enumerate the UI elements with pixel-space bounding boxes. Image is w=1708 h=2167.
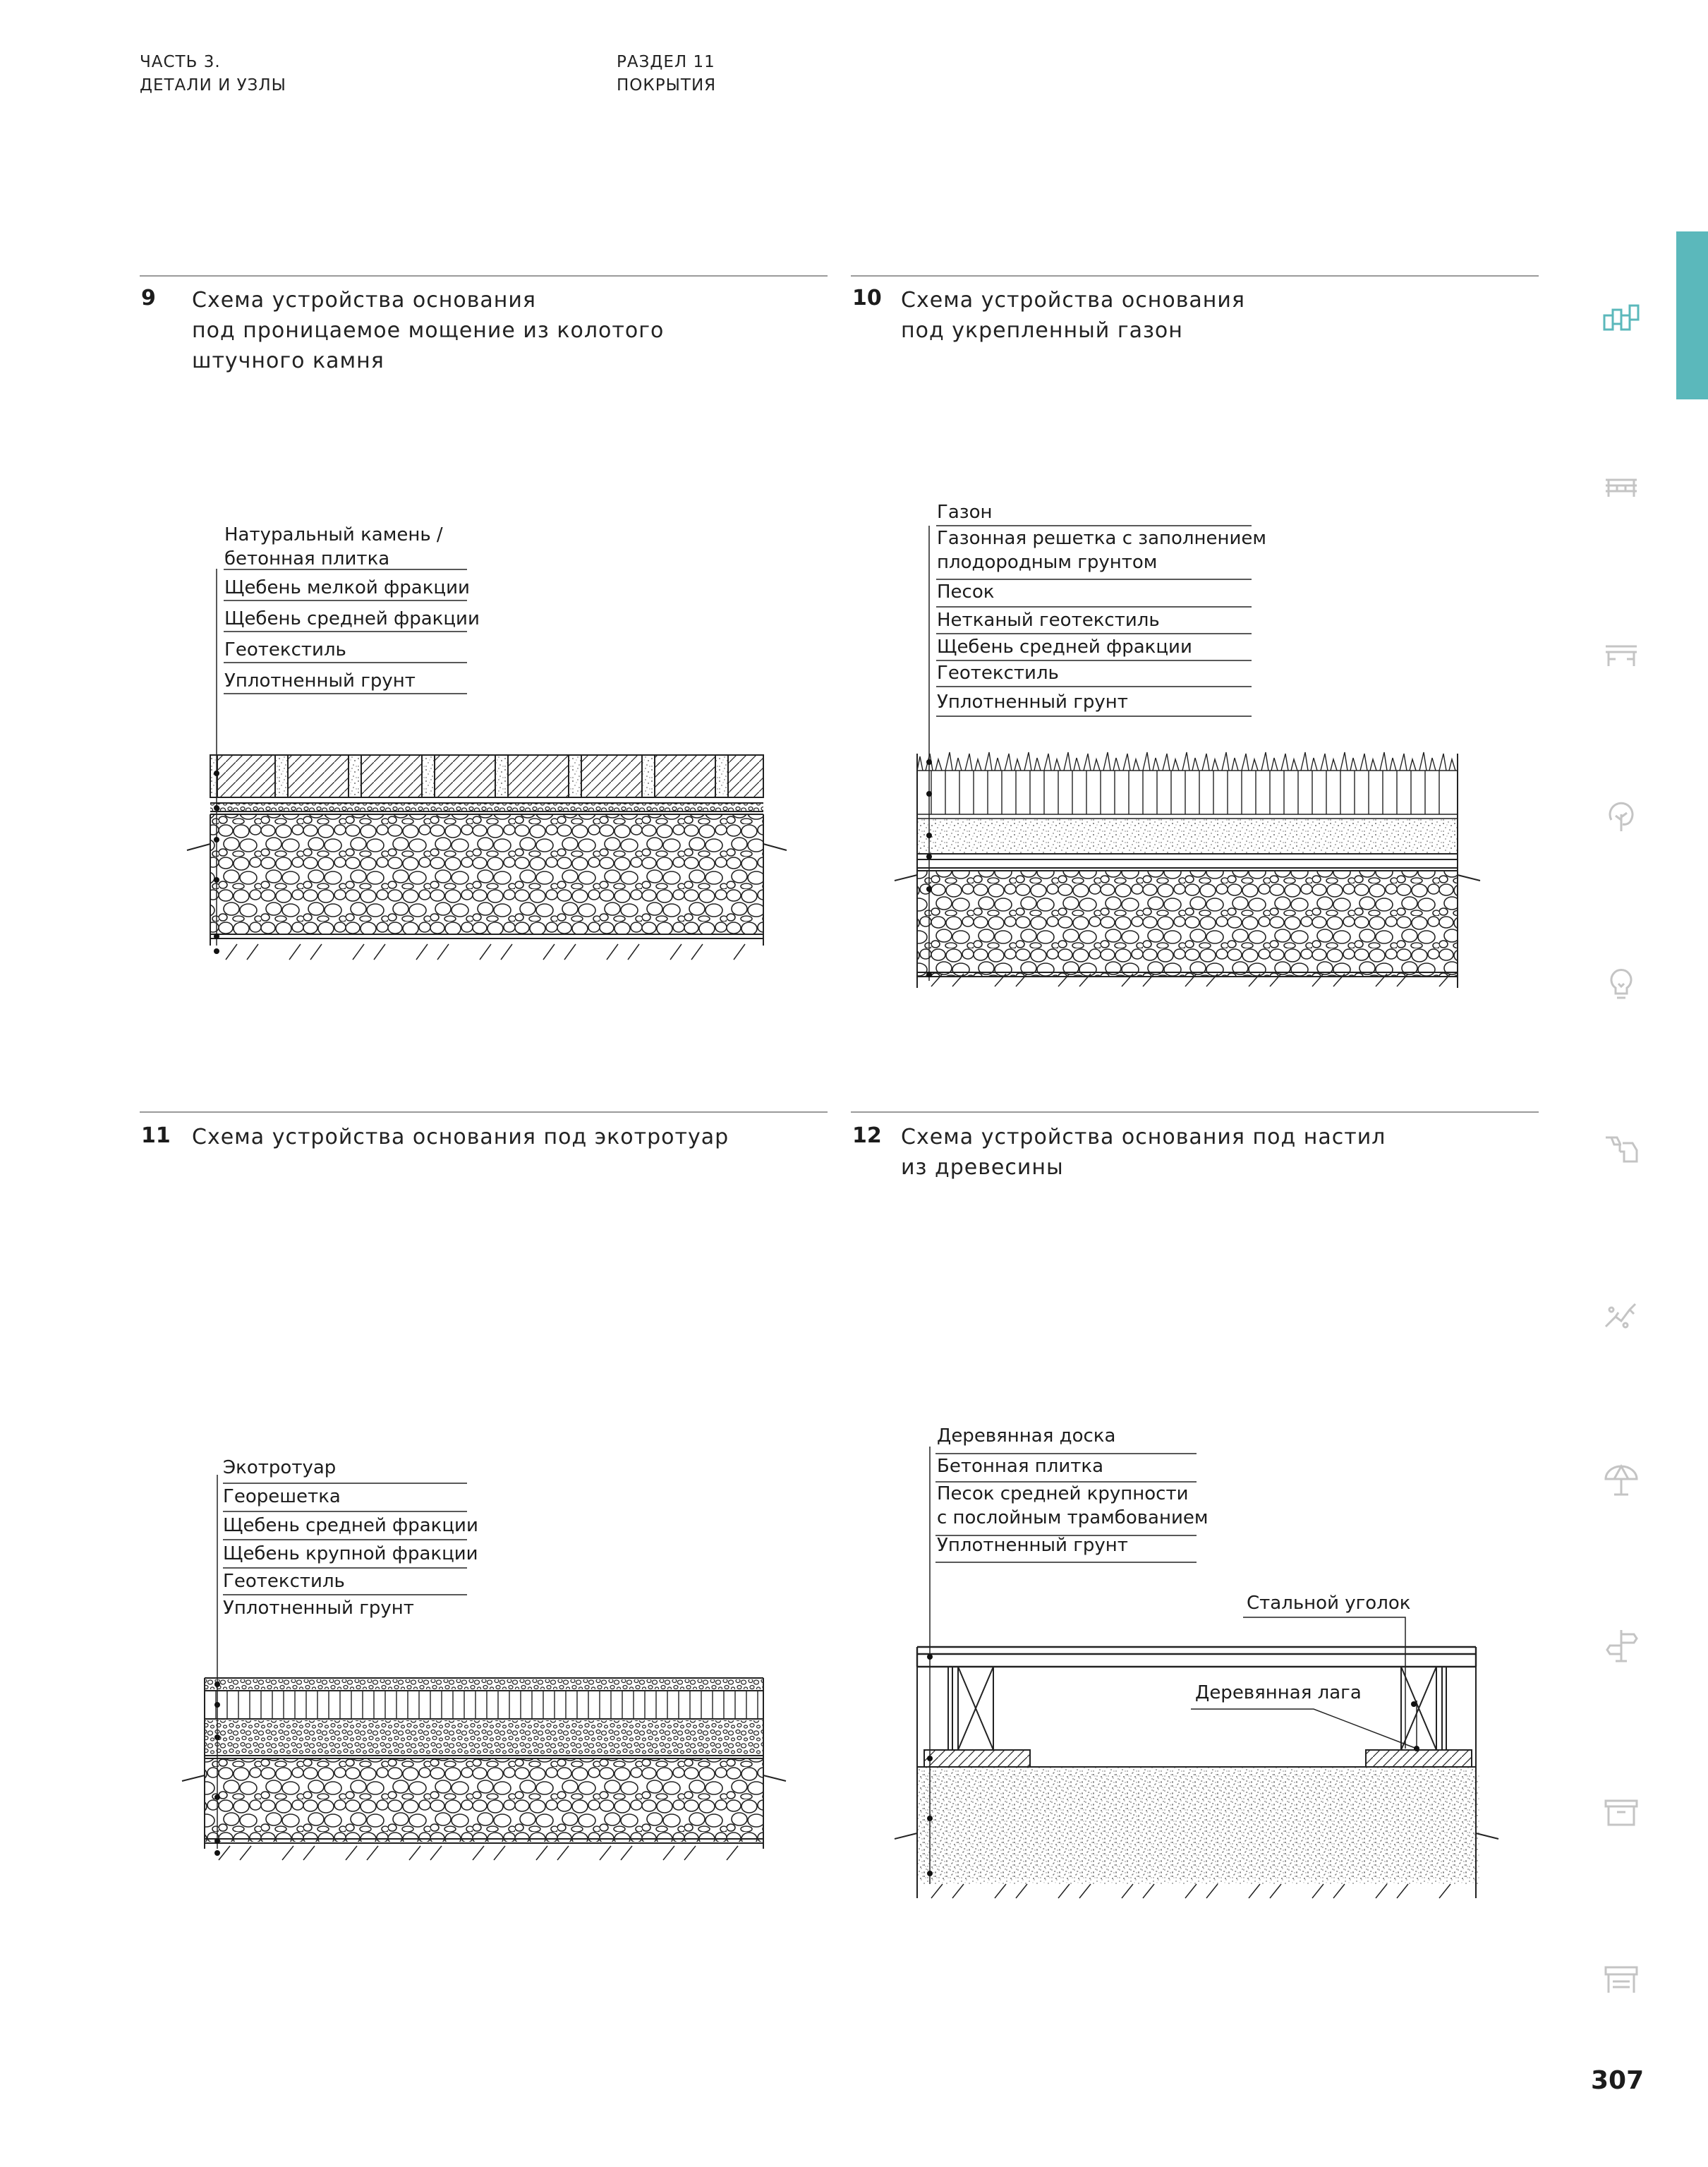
layer-label: Щебень мелкой фракции — [224, 577, 470, 598]
section-drawing-reinforced-lawn — [889, 494, 1503, 988]
section-number: РАЗДЕЛ 11 — [617, 53, 715, 71]
layer-label: Газонная решетка с заполнением — [937, 528, 1267, 549]
layer-label: Геотекстиль — [937, 663, 1059, 684]
figure-number: 10 — [852, 286, 882, 310]
figure-title: Схема устройства основания под укрепленный газон — [901, 288, 1245, 343]
shelter-icon[interactable] — [1601, 1957, 1641, 1997]
callout-label: Деревянная лага — [1195, 1682, 1362, 1703]
figure-number: 9 — [141, 286, 156, 310]
layer-label: Газон — [937, 502, 993, 523]
layer-label: Уплотненный грунт — [937, 1535, 1128, 1556]
table-icon[interactable] — [1601, 634, 1641, 673]
section-drawing-eco-sidewalk — [176, 1475, 790, 1870]
section-tab-active[interactable] — [1676, 231, 1708, 399]
section-drawing-wooden-deck — [889, 1411, 1503, 1905]
waste-icon[interactable] — [1601, 1128, 1641, 1167]
layer-label: Щебень средней фракции — [223, 1515, 478, 1536]
layer-label: Деревянная доска — [937, 1425, 1116, 1447]
container-icon[interactable] — [1601, 1791, 1641, 1830]
layer-label: Песок средней крупности — [937, 1483, 1189, 1504]
playground-icon[interactable] — [1601, 1294, 1641, 1334]
layer-label: Бетонная плитка — [937, 1456, 1104, 1477]
figure-title: Схема устройства основания под настил из древесины — [901, 1125, 1386, 1180]
chapter-name: ДЕТАЛИ И УЗЛЫ — [140, 76, 286, 95]
layer-label: Нетканый геотекстиль — [937, 610, 1160, 631]
figure-title: Схема устройства основания под проницаемое мощение из колотого штучного камня — [192, 288, 665, 373]
layer-label: Щебень средней фракции — [937, 636, 1192, 658]
figure-number: 12 — [852, 1123, 882, 1148]
divider — [140, 275, 828, 277]
tree-icon[interactable] — [1601, 796, 1641, 835]
layer-label: Геотекстиль — [224, 639, 346, 660]
layer-label: Натуральный камень / — [224, 524, 443, 545]
divider — [851, 1111, 1539, 1113]
lamp-icon[interactable] — [1601, 962, 1641, 1002]
layer-label: Щебень средней фракции — [224, 608, 480, 629]
figure-number: 11 — [141, 1123, 171, 1148]
layer-label: Георешетка — [223, 1486, 341, 1507]
bench-icon[interactable] — [1601, 466, 1641, 505]
layer-label: Щебень крупной фракции — [223, 1543, 478, 1564]
divider — [851, 275, 1539, 277]
section-name: ПОКРЫТИЯ — [617, 76, 717, 95]
chapter-header — [140, 51, 286, 97]
layer-label: Уплотненный грунт — [937, 692, 1128, 713]
figure-title: Схема устройства основания под экотротуар — [192, 1125, 729, 1149]
section-drawing-permeable-paving — [176, 565, 790, 967]
layer-label: Геотекстиль — [223, 1571, 345, 1592]
layer-label: Экотротуар — [223, 1457, 337, 1478]
layer-label: плодородным грунтом — [937, 552, 1158, 573]
divider — [140, 1111, 828, 1113]
callout-label: Стальной уголок — [1247, 1593, 1411, 1614]
umbrella-icon[interactable] — [1601, 1459, 1641, 1499]
layer-label: Уплотненный грунт — [224, 670, 416, 692]
layer-label: бетонная плитка — [224, 548, 390, 569]
signpost-icon[interactable] — [1601, 1626, 1641, 1665]
chapter-part: ЧАСТЬ 3. — [140, 53, 221, 71]
page-number: 307 — [1591, 2066, 1645, 2095]
layer-label: с послойным трамбованием — [937, 1507, 1209, 1528]
layer-label: Уплотненный грунт — [223, 1598, 414, 1619]
section-header — [617, 51, 716, 97]
layer-label: Песок — [937, 581, 995, 603]
paving-icon[interactable] — [1601, 300, 1641, 339]
